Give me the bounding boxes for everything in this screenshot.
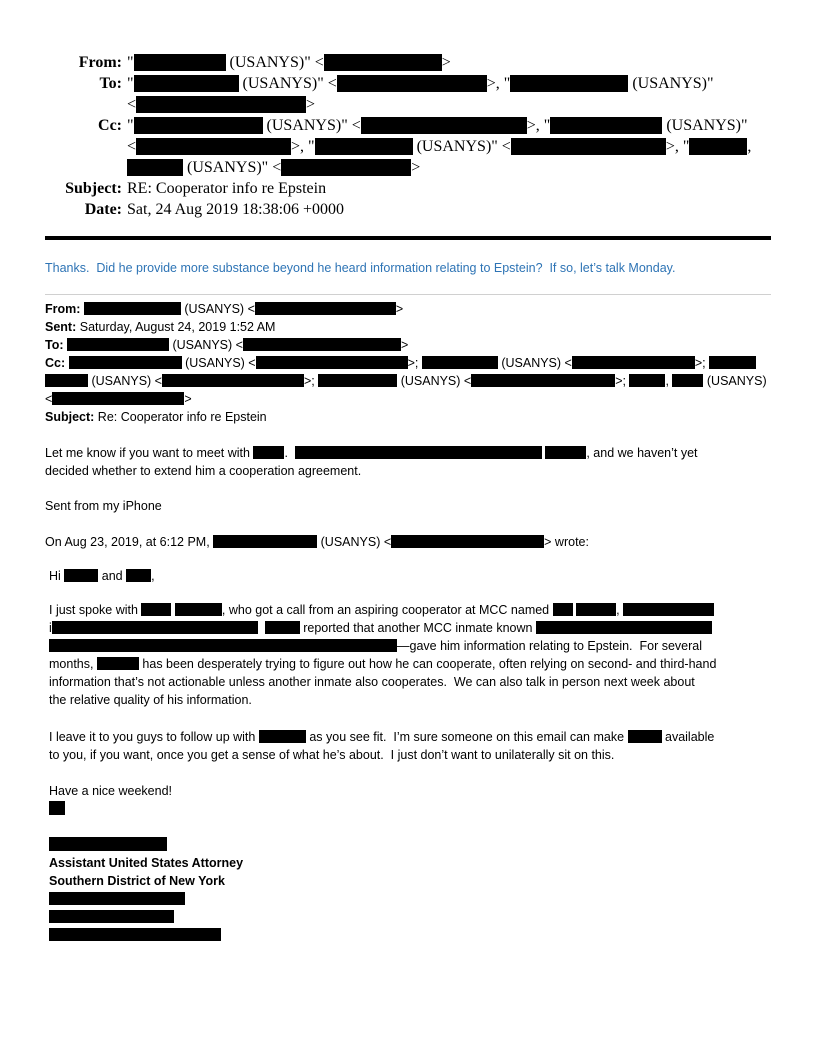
- redaction-bar: [672, 374, 703, 387]
- paragraph-let-me-know: [45, 444, 771, 480]
- redaction-bar: [510, 75, 628, 92]
- header-label-from: From:: [78, 54, 122, 71]
- text-run: Assistant United States Attorney: [49, 856, 244, 870]
- text-run: > wrote:: [544, 535, 589, 549]
- redaction-bar: [550, 117, 662, 134]
- text-run: Cc:: [45, 356, 69, 370]
- redaction-bar: [391, 535, 544, 548]
- redaction-bar: [629, 374, 665, 387]
- text-run: (USANYS)" <: [412, 138, 511, 155]
- redaction-bar: [49, 892, 185, 905]
- text-run: Sat, 24 Aug 2019 18:38:06 +0000: [127, 201, 345, 218]
- text-line: [45, 300, 771, 318]
- text-run: Hi: [49, 569, 65, 583]
- text-line: [45, 336, 771, 354]
- text-line: [49, 567, 771, 585]
- redaction-bar: [162, 374, 304, 387]
- text-run: , and we haven’t yet: [586, 446, 698, 460]
- text-run: (USANYS)" <: [183, 159, 282, 176]
- paragraph-follow-up: [49, 728, 771, 764]
- redaction-bar: [259, 730, 306, 743]
- header-value-from: [127, 52, 771, 73]
- text-line: [49, 854, 771, 872]
- text-line: [127, 136, 771, 157]
- header-value-cc: [127, 115, 771, 178]
- header-field-to: [45, 73, 771, 115]
- text-line: [49, 655, 771, 673]
- redaction-bar: [213, 535, 317, 548]
- redaction-bar: [318, 374, 397, 387]
- text-run: From:: [45, 302, 84, 316]
- header-label-to: To:: [99, 75, 122, 92]
- text-run: >: [184, 392, 192, 406]
- text-run: <: [127, 138, 137, 155]
- text-line: [49, 800, 771, 818]
- redaction-bar: [136, 96, 306, 113]
- redaction-bar: [265, 621, 300, 634]
- text-run: [258, 621, 265, 635]
- text-run: ,: [616, 603, 624, 617]
- redaction-bar: [52, 392, 184, 405]
- redaction-bar: [127, 159, 183, 176]
- text-line: [127, 157, 771, 178]
- redaction-bar: [136, 138, 291, 155]
- redaction-bar: [49, 837, 167, 851]
- redaction-bar: [134, 54, 226, 71]
- redaction-bar: [315, 138, 413, 155]
- header-value-to: [127, 73, 771, 115]
- text-line: [127, 178, 771, 199]
- redaction-bar: [52, 621, 258, 634]
- text-run: I just spoke with: [49, 603, 142, 617]
- text-run: .: [284, 446, 295, 460]
- text-line: [49, 673, 771, 691]
- redaction-bar: [243, 338, 401, 351]
- redaction-bar: [49, 928, 221, 941]
- text-run: (USANYS)" <: [238, 75, 337, 92]
- text-run: decided whether to extend him a cooperation agreement.: [45, 464, 362, 478]
- text-run: >: [400, 338, 409, 352]
- text-run: i: [49, 621, 52, 635]
- text-run: the relative quality of his information.: [49, 693, 252, 707]
- text-run: to you, if you want, once you get a sense of what he’s about. I just don’t want to unilaterally sit on this.: [49, 748, 615, 762]
- text-run: RE: Cooperator info re Epstein: [127, 180, 327, 197]
- text-line: [45, 533, 771, 551]
- redaction-bar: [281, 159, 411, 176]
- text-line: [127, 94, 771, 115]
- text-run: Have a nice weekend!: [49, 784, 172, 798]
- text-line: [49, 601, 771, 619]
- text-run: (USANYS) <: [168, 338, 243, 352]
- text-line: [45, 372, 771, 390]
- redaction-bar: [628, 730, 662, 743]
- text-run: >: [441, 54, 451, 71]
- text-run: >: [411, 159, 421, 176]
- text-run: (USANYS) <: [180, 302, 255, 316]
- header-label-date: Date:: [84, 201, 122, 218]
- redaction-bar: [126, 569, 151, 582]
- header-field-from: [45, 52, 771, 73]
- text-run: To:: [45, 338, 67, 352]
- text-line: [45, 390, 771, 408]
- text-line: [45, 408, 771, 426]
- sent-from-my-iphone: Sent from my iPhone: [45, 499, 162, 513]
- header-field-subject: [45, 178, 771, 199]
- text-run: information that’s not actionable unless another inmate also cooperates. We can also talk in person next week about: [49, 675, 695, 689]
- quoted-message: [49, 567, 771, 944]
- text-run: , who got a call from an aspiring cooperator at MCC named: [221, 603, 553, 617]
- text-run: ,: [151, 569, 155, 583]
- redaction-bar: [553, 603, 573, 616]
- text-line: [49, 637, 771, 655]
- text-run: ,: [747, 138, 752, 155]
- text-run: as you see fit. I’m sure someone on this email can make: [305, 730, 628, 744]
- text-line: [45, 318, 771, 336]
- text-run: >;: [407, 356, 422, 370]
- text-run: (USANYS)" <: [225, 54, 324, 71]
- redaction-bar: [134, 75, 239, 92]
- text-line: [49, 691, 771, 709]
- redaction-bar: [545, 446, 586, 459]
- reply-divider-thin: [45, 294, 771, 295]
- redaction-bar: [64, 569, 98, 582]
- redaction-bar: [97, 657, 139, 670]
- text-line: [45, 462, 771, 480]
- text-line: [127, 199, 771, 220]
- redaction-bar: [49, 801, 65, 815]
- text-line: [45, 444, 771, 462]
- text-run: >;: [303, 374, 319, 388]
- text-line: [127, 73, 771, 94]
- text-run: >: [395, 302, 404, 316]
- redaction-bar: [49, 910, 174, 923]
- text-line: [49, 836, 771, 854]
- text-run: available: [661, 730, 715, 744]
- text-run: Re: Cooperator info re Epstein: [97, 410, 267, 424]
- text-run: (USANYS)" <: [262, 117, 361, 134]
- redaction-bar: [576, 603, 616, 616]
- text-run: (USANYS) <: [317, 535, 392, 549]
- text-line: [49, 908, 771, 926]
- header-label-subject: Subject:: [65, 180, 122, 197]
- redaction-bar: [623, 603, 714, 616]
- text-run: (USANYS): [703, 374, 767, 388]
- text-line: [49, 728, 771, 746]
- header-field-date: [45, 199, 771, 220]
- text-line: [49, 619, 771, 637]
- text-line: [49, 782, 771, 800]
- redaction-bar: [422, 356, 498, 369]
- text-run: —gave him information relating to Epstein. For several: [397, 639, 702, 653]
- text-run: On Aug 23, 2019, at 6:12 PM,: [45, 535, 214, 549]
- text-run: >;: [694, 356, 710, 370]
- redaction-bar: [45, 374, 88, 387]
- text-run: >;: [615, 374, 630, 388]
- text-run: ,: [665, 374, 673, 388]
- text-run: ": [127, 75, 134, 92]
- text-run: <: [127, 96, 137, 113]
- header-value-date: [127, 199, 771, 220]
- text-run: >, ": [291, 138, 315, 155]
- text-run: (USANYS) <: [181, 356, 256, 370]
- text-run: (USANYS) <: [397, 374, 472, 388]
- redaction-bar: [253, 446, 284, 459]
- text-run: (USANYS)": [628, 75, 714, 92]
- redaction-bar: [511, 138, 666, 155]
- redaction-bar: [255, 302, 396, 315]
- text-run: <: [45, 392, 53, 406]
- text-run: Southern District of New York: [49, 874, 225, 888]
- closing-lines: [49, 782, 771, 818]
- text-line: [49, 872, 771, 890]
- text-run: >, ": [526, 117, 551, 134]
- text-line: [127, 115, 771, 136]
- redaction-bar: [689, 138, 747, 155]
- header-label-cc: Cc:: [98, 117, 122, 134]
- text-run: months,: [49, 657, 97, 671]
- text-run: Subject:: [45, 410, 98, 424]
- text-line: [49, 926, 771, 944]
- text-run: has been desperately trying to figure out how he can cooperate, often relying on second- and third-hand: [138, 657, 717, 671]
- text-line: [45, 354, 771, 372]
- text-run: >, ": [665, 138, 690, 155]
- text-line: [49, 890, 771, 908]
- redaction-bar: [69, 356, 182, 369]
- text-run: (USANYS) <: [497, 356, 572, 370]
- text-run: Let me know if you want to meet with: [45, 446, 254, 460]
- redaction-bar: [709, 356, 756, 369]
- text-line: [49, 746, 771, 764]
- text-run: (USANYS) <: [88, 374, 162, 388]
- redaction-bar: [572, 356, 695, 369]
- email-header: [45, 52, 771, 220]
- text-run: ": [127, 54, 134, 71]
- redaction-bar: [67, 338, 169, 351]
- header-field-cc: [45, 115, 771, 178]
- paragraph-cooperator-info: [49, 601, 771, 709]
- quoted-email-header: [45, 300, 771, 426]
- redaction-bar: [141, 603, 171, 616]
- text-line: [127, 52, 771, 73]
- redaction-bar: [324, 54, 442, 71]
- text-run: and: [98, 569, 127, 583]
- on-date-wrote-line: [45, 533, 771, 551]
- header-value-subject: [127, 178, 771, 199]
- greeting-line: [49, 567, 771, 585]
- text-run: Saturday, August 24, 2019 1:52 AM: [79, 320, 276, 334]
- header-divider-thick: [45, 236, 771, 240]
- text-run: Sent:: [45, 320, 80, 334]
- redaction-bar: [536, 621, 712, 634]
- text-run: I leave it to you guys to follow up with: [49, 730, 259, 744]
- redaction-bar: [361, 117, 527, 134]
- text-run: reported that another MCC inmate known: [299, 621, 536, 635]
- redaction-bar: [84, 302, 181, 315]
- redaction-bar: [471, 374, 615, 387]
- redaction-bar: [49, 639, 397, 652]
- signature-block: [49, 836, 771, 944]
- redaction-bar: [134, 117, 263, 134]
- text-run: (USANYS)": [662, 117, 748, 134]
- redaction-bar: [256, 356, 408, 369]
- redaction-bar: [295, 446, 542, 459]
- text-run: >, ": [486, 75, 511, 92]
- reply-note: Thanks. Did he provide more substance beyond he heard information relating to Epstein? If so, let’s talk Monday.: [45, 261, 676, 275]
- redaction-bar: [175, 603, 222, 616]
- text-run: ": [127, 117, 134, 134]
- text-run: >: [306, 96, 316, 113]
- redaction-bar: [337, 75, 487, 92]
